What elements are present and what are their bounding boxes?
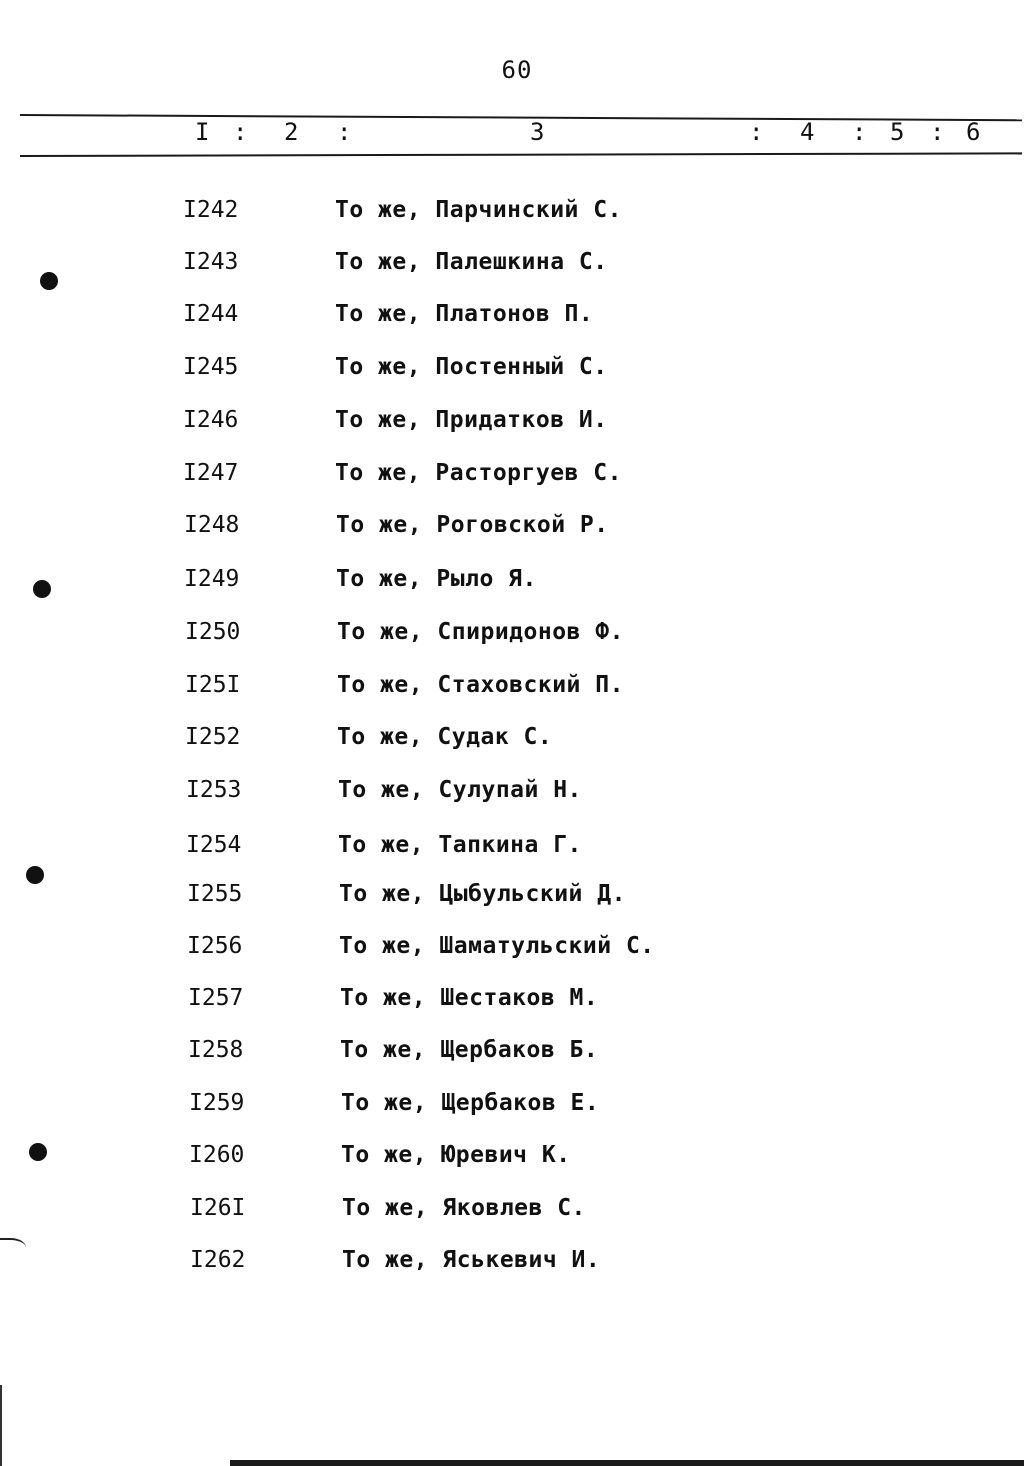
scan-edge-line	[0, 1385, 2, 1466]
entry-number: I252	[185, 724, 241, 750]
entry-text: То же, Сулупай Н.	[338, 777, 582, 803]
entry-text: То же, Палешкина С.	[335, 249, 608, 275]
entry-number: I243	[183, 249, 239, 275]
header-separator: :	[852, 118, 867, 146]
entry-text: То же, Щербаков Б.	[340, 1037, 599, 1063]
entry-number: I25I	[185, 672, 241, 698]
entry-number: I247	[183, 460, 239, 486]
entry-number: I256	[187, 933, 243, 959]
entry-number: I257	[188, 985, 244, 1011]
entry-number: I248	[184, 512, 240, 538]
entry-text: То же, Тапкина Г.	[338, 832, 582, 858]
entry-text: То же, Яковлев С.	[342, 1195, 586, 1221]
entry-number: I244	[183, 301, 239, 327]
entry-number: I255	[187, 881, 243, 907]
entry-text: То же, Цыбульский Д.	[339, 881, 626, 907]
header-col-5: 5	[890, 118, 905, 146]
entry-number: I250	[185, 619, 241, 645]
entry-number: I262	[190, 1247, 246, 1273]
binder-hole-mark	[29, 1143, 47, 1161]
entry-text: То же, Шаматульский С.	[339, 933, 655, 959]
entry-text: То же, Расторгуев С.	[335, 460, 622, 486]
entry-number: I242	[183, 197, 239, 223]
entry-text: То же, Шестаков М.	[340, 985, 599, 1011]
binder-hole-mark	[26, 866, 44, 884]
scan-edge-line	[230, 1460, 1024, 1466]
entry-text: То же, Спиридонов Ф.	[337, 619, 624, 645]
entry-text: То же, Постенный С.	[335, 354, 608, 380]
entry-number: I259	[189, 1090, 245, 1116]
binder-hole-mark	[33, 580, 51, 598]
header-separator: :	[930, 118, 945, 146]
header-col-2: 2	[284, 118, 299, 146]
entry-text: То же, Придатков И.	[335, 407, 608, 433]
header-col-4: 4	[800, 118, 815, 146]
margin-scan-mark	[0, 1238, 26, 1254]
entry-text: То же, Роговской Р.	[336, 512, 609, 538]
header-separator: :	[337, 118, 352, 146]
entry-number: I258	[188, 1037, 244, 1063]
entry-text: То же, Стаховский П.	[337, 672, 624, 698]
entry-text: То же, Судак С.	[337, 724, 553, 750]
binder-hole-mark	[40, 272, 58, 290]
header-col-6: 6	[966, 118, 981, 146]
entry-number: I253	[186, 777, 242, 803]
entry-number: I254	[186, 832, 242, 858]
entry-text: То же, Парчинский С.	[335, 197, 622, 223]
entry-number: I260	[189, 1142, 245, 1168]
entry-number: I245	[183, 354, 239, 380]
entry-text: То же, Яськевич И.	[342, 1247, 601, 1273]
entry-text: То же, Платонов П.	[335, 301, 594, 327]
entry-text: То же, Рыло Я.	[336, 566, 537, 592]
page-number: 60	[501, 56, 533, 84]
entry-text: То же, Щербаков Е.	[341, 1090, 600, 1116]
entry-number: I246	[183, 407, 239, 433]
header-col-1: I	[195, 118, 210, 146]
header-separator: :	[749, 118, 764, 146]
entry-number: I249	[184, 566, 240, 592]
entry-text: То же, Юревич К.	[341, 1142, 571, 1168]
entry-number: I26I	[190, 1195, 246, 1221]
header-col-3: 3	[530, 118, 545, 146]
header-separator: :	[233, 118, 248, 146]
